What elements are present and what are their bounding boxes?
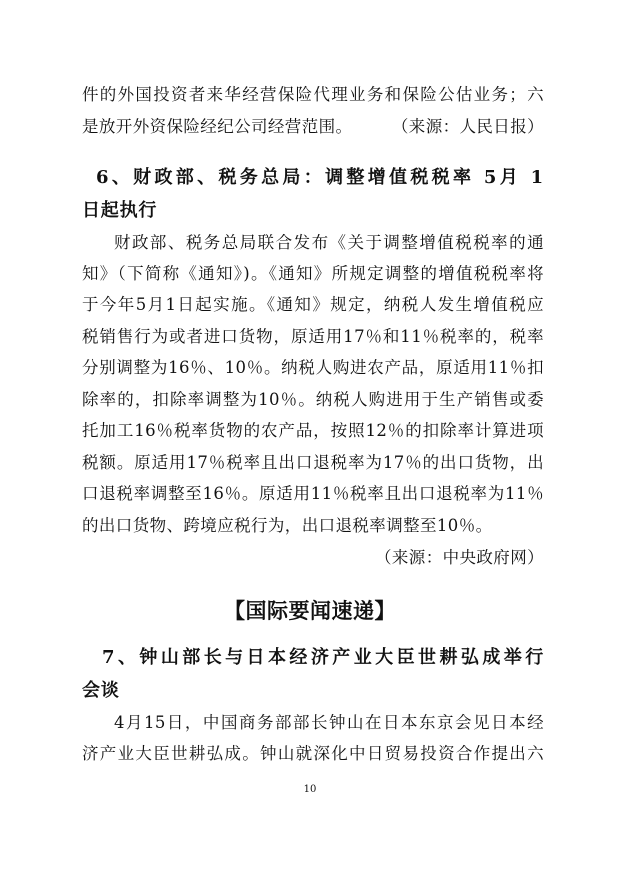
article6-body-line-7: 托加工16％税率货物的农产品，按照12％的扣除率计算进项	[82, 421, 544, 440]
page-number: 10	[303, 784, 317, 795]
article6-body-line-9: 口退税率调整至16％。原适用11％税率且出口退税率为11％	[82, 484, 544, 503]
article6-body-line-3: 于今年5月1日起实施。《通知》规定，纳税人发生增值税应	[82, 295, 544, 314]
article6-body-line-4: 税销售行为或者进口货物，原适用17％和11％税率的，税率	[82, 327, 544, 346]
article7-body-line-2: 济产业大臣世耕弘成。钟山就深化中日贸易投资合作提出六	[82, 744, 544, 763]
article6-body-line-10: 的出口货物、跨境应税行为，出口退税率调整至10％。	[82, 516, 493, 535]
article6-title-line-2: 日起执行	[82, 200, 158, 221]
article6-body-line-2: 知》（下简称《通知》)。《通知》所规定调整的增值税税率将	[82, 264, 544, 283]
article6-body-line-1: 财政部、税务总局联合发布《关于调整增值税税率的通	[114, 233, 544, 252]
intro-line-2: 是放开外资保险经纪公司经营范围。	[82, 117, 353, 136]
article7-title-line-2: 会谈	[82, 680, 120, 701]
article6-body-line-8: 税额。原适用17％税率且出口退税率为17％的出口货物，出	[82, 453, 544, 472]
intro-source: （来源：人民日报）	[391, 117, 544, 136]
intro-line-1: 件的外国投资者来华经营保险代理业务和保险公估业务；六	[82, 85, 544, 104]
article6-body-line-6: 除率的，扣除率调整为10％。纳税人购进用于生产销售或委	[82, 390, 544, 409]
article6-title-line-1: 6、财政部、税务总局：调整增值税税率 5月 1	[96, 167, 544, 188]
section-title: 【国际要闻速递】	[224, 599, 396, 623]
article7-body-line-1: 4月15日，中国商务部部长钟山在日本东京会见日本经	[114, 713, 544, 732]
article6-source: （来源：中央政府网）	[375, 548, 544, 567]
article6-body-line-5: 分别调整为16％、10％。纳税人购进农产品，原适用11％扣	[82, 358, 544, 377]
article7-title-line-1: 7、钟山部长与日本经济产业大臣世耕弘成举行	[102, 647, 544, 668]
